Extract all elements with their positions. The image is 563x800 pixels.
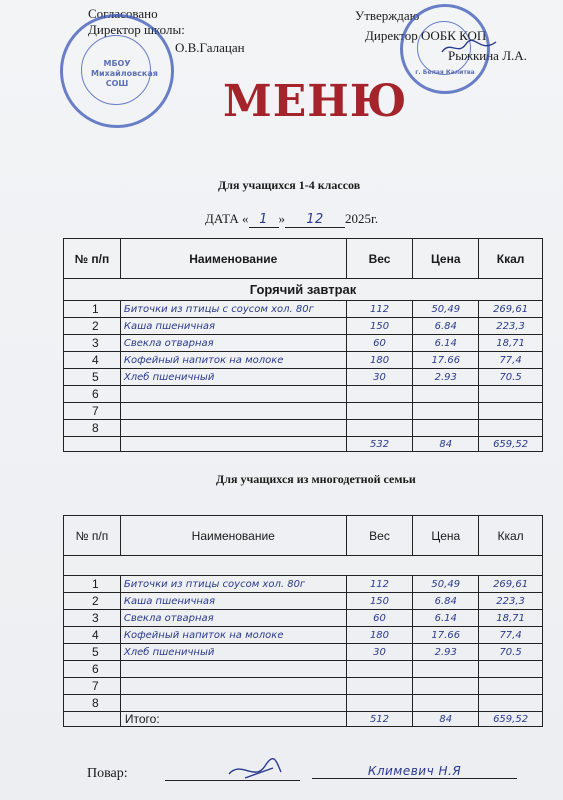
table1-row-kcal <box>479 420 543 437</box>
date-month: 12 <box>285 212 345 228</box>
table2-row-name <box>120 695 346 712</box>
table2-row-name: Свекла отварная <box>120 610 346 627</box>
table2-row-num: 1 <box>64 576 121 593</box>
school-seal-text: МБОУ Михайловская СОШ <box>91 59 158 88</box>
section1-subtitle: Для учащихся 1-4 классов <box>218 178 361 192</box>
agreed-role: Директор школы: <box>88 22 185 37</box>
approve-role: Директор ООБК КОП <box>365 28 487 43</box>
table2-row-price <box>413 661 479 678</box>
approve-name: Рыжкина Л.А. <box>448 48 527 63</box>
col-weight: Вес <box>346 239 413 279</box>
table1-row-name <box>120 403 346 420</box>
agreed-title: Согласовано <box>88 6 158 21</box>
table2-row-kcal <box>479 678 543 695</box>
table2-row <box>64 610 543 627</box>
table1-row-weight <box>346 420 413 437</box>
table2-row-name: Кофейный напиток на молоке <box>120 627 346 644</box>
table2-total-price: 84 <box>413 712 479 727</box>
table2-row-kcal: 269,61 <box>479 576 543 593</box>
table1-row-price: 2.93 <box>413 369 479 386</box>
table1-total-weight: 532 <box>346 437 413 452</box>
table2-row <box>64 695 543 712</box>
table2-row-price: 17.66 <box>413 627 479 644</box>
date-day: 1 <box>249 212 279 228</box>
table1-row-price <box>413 386 479 403</box>
table1-total-label <box>120 437 346 452</box>
table1-row-kcal: 18,71 <box>479 335 543 352</box>
table2-row-num: 3 <box>64 610 121 627</box>
table2-row <box>64 678 543 695</box>
table1-row <box>64 301 543 318</box>
table1-row-name: Биточки из птицы с соусом хол. 80г <box>120 301 346 318</box>
table2-row-price: 6.14 <box>413 610 479 627</box>
table2-row-kcal <box>479 661 543 678</box>
table2-row-weight: 150 <box>346 593 413 610</box>
table1-row-name: Свекла отварная <box>120 335 346 352</box>
table2-row-price <box>413 678 479 695</box>
table2-row-kcal <box>479 695 543 712</box>
approve-title: Утверждаю <box>355 8 420 23</box>
col2-kcal: Ккал <box>479 516 543 556</box>
table2-row-weight <box>346 695 413 712</box>
table1-row-price <box>413 420 479 437</box>
col-kcal: Ккал <box>479 239 543 279</box>
table2-row-num: 4 <box>64 627 121 644</box>
table1-row <box>64 318 543 335</box>
table2-row-name: Хлеб пшеничный <box>120 644 346 661</box>
table1-row-kcal: 70.5 <box>479 369 543 386</box>
table2-row-kcal: 70.5 <box>479 644 543 661</box>
table2-row-kcal: 223,3 <box>479 593 543 610</box>
table1-row-num: 4 <box>64 352 121 369</box>
menu-table-primary <box>63 238 543 452</box>
table1-row-kcal: 223,3 <box>479 318 543 335</box>
table1-row-name <box>120 386 346 403</box>
date-mid: » <box>278 211 286 226</box>
table1-row-weight: 30 <box>346 369 413 386</box>
table1-row-name: Кофейный напиток на молоке <box>120 352 346 369</box>
table2-row-weight <box>346 661 413 678</box>
table1-row-name: Каша пшеничная <box>120 318 346 335</box>
table2-spacer-row <box>64 556 543 576</box>
table1-row <box>64 403 543 420</box>
table2-row-name: Каша пшеничная <box>120 593 346 610</box>
table2-row <box>64 661 543 678</box>
table1-row-price: 6.84 <box>413 318 479 335</box>
col-num: № п/п <box>64 239 121 279</box>
organization-seal-text: г. Белая Калитва <box>415 69 475 76</box>
table2-row-price: 6.84 <box>413 593 479 610</box>
table1-row <box>64 369 543 386</box>
table2-row-name: Биточки из птицы соусом хол. 80г <box>120 576 346 593</box>
table2-row-weight: 60 <box>346 610 413 627</box>
table2-total-weight: 512 <box>346 712 413 727</box>
col-name: Наименование <box>120 239 346 279</box>
table1-row-num: 2 <box>64 318 121 335</box>
menu-table-large-family <box>63 515 543 727</box>
director-signature <box>440 38 500 58</box>
table1-row-kcal: 77,4 <box>479 352 543 369</box>
table1-row-num: 5 <box>64 369 121 386</box>
table1-row-price <box>413 403 479 420</box>
table1-row-price: 50,49 <box>413 301 479 318</box>
table2-row-price: 50,49 <box>413 576 479 593</box>
table2-row-weight <box>346 678 413 695</box>
table2-row-weight: 180 <box>346 627 413 644</box>
table1-row-price: 6.14 <box>413 335 479 352</box>
table2-row-price: 2.93 <box>413 644 479 661</box>
table1-row-name <box>120 420 346 437</box>
table2-row-num: 7 <box>64 678 121 695</box>
date-label: ДАТА « <box>205 211 249 226</box>
table1-row-weight <box>346 386 413 403</box>
section2-subtitle: Для учащихся из многодетной семьи <box>216 472 416 486</box>
table1-row <box>64 352 543 369</box>
cook-signature <box>225 758 285 784</box>
table2-row <box>64 576 543 593</box>
table1-total-kcal: 659,52 <box>479 437 543 452</box>
date-year: 2025г. <box>345 211 379 226</box>
table1-row-kcal <box>479 403 543 420</box>
table1-row-price: 17.66 <box>413 352 479 369</box>
table1-row-num: 7 <box>64 403 121 420</box>
table1-row-weight: 150 <box>346 318 413 335</box>
table1-row <box>64 420 543 437</box>
table2-row-name <box>120 661 346 678</box>
table2-total-label: Итого: <box>120 712 346 727</box>
col2-name: Наименование <box>120 516 346 556</box>
table1-row-name: Хлеб пшеничный <box>120 369 346 386</box>
table2-row-num: 8 <box>64 695 121 712</box>
table2-row-num: 2 <box>64 593 121 610</box>
col2-weight: Вес <box>346 516 413 556</box>
page-title: МЕНЮ <box>223 76 408 127</box>
col2-price: Цена <box>413 516 479 556</box>
cook-name: Климевич Н.Я <box>312 764 517 779</box>
table1-row-num: 3 <box>64 335 121 352</box>
table1-row-weight <box>346 403 413 420</box>
table2-row <box>64 593 543 610</box>
table1-row-kcal <box>479 386 543 403</box>
table2-row-num: 5 <box>64 644 121 661</box>
table1-row <box>64 386 543 403</box>
table1-row-num: 6 <box>64 386 121 403</box>
table1-row <box>64 335 543 352</box>
table2-row-weight: 30 <box>346 644 413 661</box>
table2-row-kcal: 18,71 <box>479 610 543 627</box>
table2-row <box>64 644 543 661</box>
table2-row-num: 6 <box>64 661 121 678</box>
table1-row-num: 8 <box>64 420 121 437</box>
cook-label: Повар: <box>87 766 128 781</box>
meal-header: Горячий завтрак <box>64 279 543 301</box>
table1-row-num: 1 <box>64 301 121 318</box>
table1-row-weight: 112 <box>346 301 413 318</box>
col2-num: № п/п <box>64 516 121 556</box>
agreed-name: О.В.Галацан <box>175 40 245 55</box>
table1-total-price: 84 <box>413 437 479 452</box>
date-line <box>205 211 378 228</box>
table2-row <box>64 627 543 644</box>
table1-row-kcal: 269,61 <box>479 301 543 318</box>
table2-total-kcal: 659,52 <box>479 712 543 727</box>
table2-row-weight: 112 <box>346 576 413 593</box>
table1-row-weight: 180 <box>346 352 413 369</box>
table2-row-name <box>120 678 346 695</box>
table2-row-price <box>413 695 479 712</box>
col-price: Цена <box>413 239 479 279</box>
school-seal <box>60 14 174 128</box>
table1-row-weight: 60 <box>346 335 413 352</box>
table2-row-kcal: 77,4 <box>479 627 543 644</box>
